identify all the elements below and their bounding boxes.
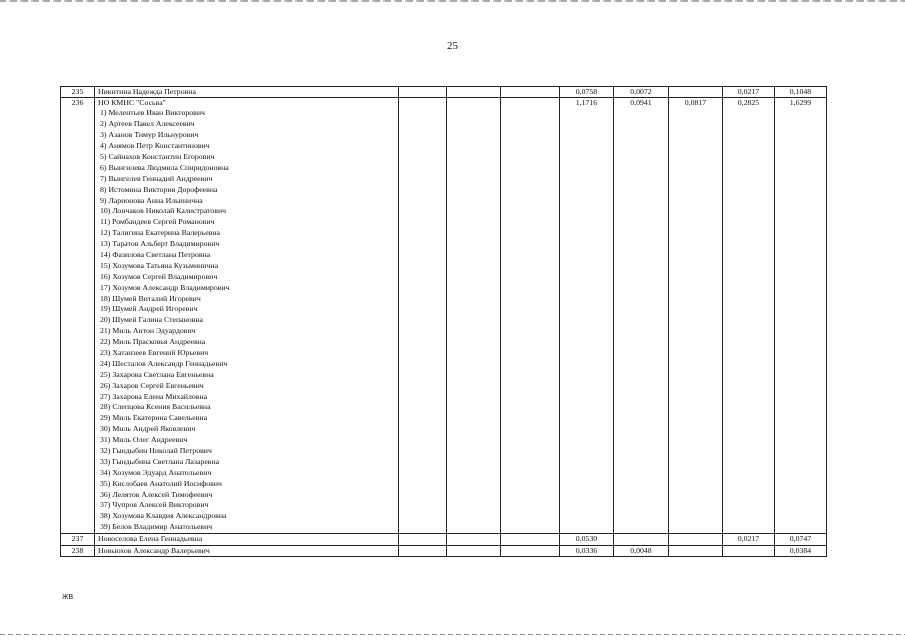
member-item: 2) Артеев Павел Алексеевич [100,119,195,129]
member-item: 32) Гындыбин Николай Петрович [100,446,212,456]
allocation-table [60,86,827,557]
member-item: 33) Гындыбина Светлана Лазаревна [100,456,220,466]
table-row [61,545,827,556]
row-number: 237 [61,534,95,545]
empty-cell [399,545,447,556]
member-item: 6) Вынгилева Людмила Спиридоновна [100,162,229,172]
member-item: 31) Миль Олег Андреевич [100,435,188,445]
value-cell: 0,0384 [775,545,827,556]
member-item: 11) Ромбандеев Сергей Романович [100,217,215,227]
member-item: 29) Миль Екатерина Савельевна [100,413,208,423]
member-item: 39) Белов Владимир Анатольевич [100,522,213,532]
member-item: 13) Таратов Альберт Владимирович [100,239,220,249]
member-item: 37) Чупров Алексей Викторович [100,500,209,510]
value-cell: 0,0758 [560,87,614,98]
member-item: 10) Лончаков Николай Калистратович [100,206,227,216]
value-cell: 0,0530 [560,534,614,545]
member-item: 15) Хозумова Татьяна Кузьминична [100,260,219,270]
row-name: Новоселова Елена Геннадьевна [95,534,399,545]
member-list [98,108,395,533]
value-cell [669,87,723,98]
empty-cell [447,98,501,534]
value-cell [669,534,723,545]
member-item: 22) Миль Прасковья Андреевна [100,337,206,347]
member-item: 14) Фазилова Светлана Петровна [100,249,211,259]
value-cell: 0,0747 [775,534,827,545]
member-item: 26) Захаров Сергей Евгеньевич [100,380,204,390]
member-item: 3) Азанов Тимур Ильнурович [100,130,199,140]
member-item: 7) Выигелев Геннадий Андреевич [100,173,213,183]
value-cell: 0,1048 [775,87,827,98]
page-number: 25 [447,40,458,52]
table-row [61,87,827,98]
value-cell [669,545,723,556]
member-item: 25) Захарова Светлана Евгеньевна [100,369,214,379]
value-cell: 0,0217 [723,534,775,545]
organization-name: НО КМНС "Сосьва" [98,98,166,108]
table-row [61,98,827,534]
member-item: 38) Хозумова Клавдия Александровна [100,511,227,521]
member-item: 34) Хозумов Эдуард Анатольевич [100,467,212,477]
empty-cell [501,534,560,545]
value-cell [723,545,775,556]
row-name: Новьюхов Александр Валерьевич [95,545,399,556]
member-item: 12) Талигина Екатерина Валерьевна [100,228,220,238]
row-name: Никитина Надежда Петровна [95,87,399,98]
value-cell: 0,0217 [723,87,775,98]
value-cell [614,534,669,545]
table-row [61,534,827,545]
value-cell: 1,1716 [560,98,614,534]
bottom-mark: ЖВ [62,594,74,601]
value-cell: 0,2825 [723,98,775,534]
member-item: 16) Хозумов Сергей Владимирович [100,271,218,281]
value-cell: 0,0048 [614,545,669,556]
member-item: 19) Шумей Андрей Игоревич [100,304,198,314]
member-item: 1) Мелентьев Иван Викторович [100,108,205,118]
row-number: 236 [61,98,95,534]
member-item: 21) Миль Антон Эдуардович [100,326,196,336]
member-item: 27) Захарова Елена Михайловна [100,391,208,401]
row-name-cell [95,98,399,534]
empty-cell [447,545,501,556]
empty-cell [447,87,501,98]
member-item: 35) Кислобаев Анатолий Иосифович [100,478,222,488]
row-number: 235 [61,87,95,98]
value-cell: 0,0336 [560,545,614,556]
member-item: 24) Шесталов Александр Геннадьевич [100,358,228,368]
scan-edge-top [0,0,905,2]
member-item: 30) Миль Андрей Яковлевич [100,424,196,434]
member-item: 20) Шумей Галина Степановна [100,315,203,325]
value-cell: 0,0941 [614,98,669,534]
value-cell: 1,6299 [775,98,827,534]
member-item: 8) Истомина Виктория Дорофеевна [100,184,218,194]
member-item: 17) Хозумов Александр Владимирович [100,282,230,292]
scan-edge-bottom [0,634,905,635]
value-cell: 0,0817 [669,98,723,534]
empty-cell [501,98,560,534]
empty-cell [399,87,447,98]
member-item: 36) Лелятов Алексей Тимофеевич [100,489,213,499]
empty-cell [399,534,447,545]
empty-cell [501,87,560,98]
empty-cell [447,534,501,545]
member-item: 28) Слепцова Ксения Васильевна [100,402,211,412]
value-cell: 0,0072 [614,87,669,98]
member-item: 23) Хатанзеев Евгений Юрьевич [100,348,209,357]
member-item: 4) Анямов Петр Константинович [100,141,210,151]
member-item: 18) Шумей Виталий Игоревич [100,293,201,303]
empty-cell [501,545,560,556]
member-item: 9) Ларионова Анна Ильинична [100,195,203,205]
row-number: 238 [61,545,95,556]
member-item: 5) Сайнахов Константин Егорович [100,151,215,161]
empty-cell [399,98,447,534]
